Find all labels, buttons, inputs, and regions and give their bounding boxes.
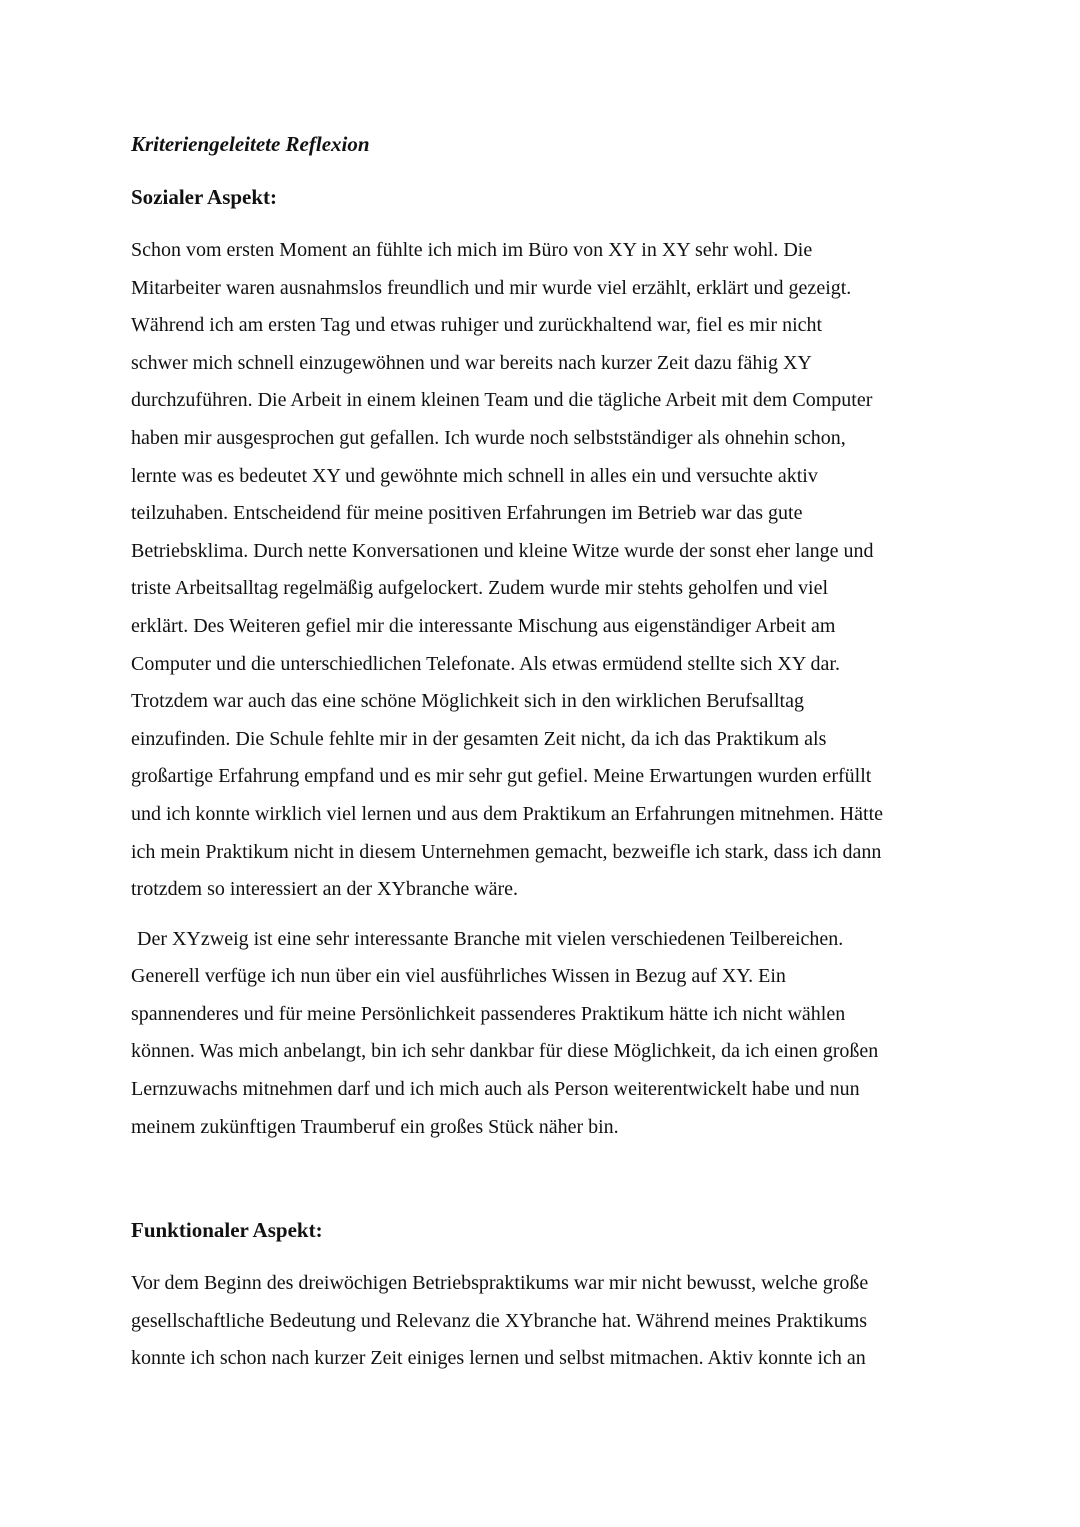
paragraph-line: durchzuführen. Die Arbeit in einem kleinen Team und die tägliche Arbeit mit dem Computer bbox=[131, 389, 873, 412]
paragraph bbox=[131, 232, 961, 909]
paragraph-line: Betriebsklima. Durch nette Konversationen und kleine Witze wurde der sonst eher lange und bbox=[131, 539, 874, 562]
paragraph bbox=[131, 1265, 961, 1378]
paragraph-line: ich mein Praktikum nicht in diesem Unternehmen gemacht, bezweifle ich stark, dass ich dann bbox=[131, 840, 882, 863]
document-body bbox=[131, 128, 961, 1390]
paragraph-line: einzufinden. Die Schule fehlte mir in der gesamten Zeit nicht, da ich das Praktikum als bbox=[131, 727, 827, 750]
paragraph-line: Trotzdem war auch das eine schöne Möglichkeit sich in den wirklichen Berufsalltag bbox=[131, 690, 804, 713]
paragraph-line: können. Was mich anbelangt, bin ich sehr dankbar für diese Möglichkeit, da ich einen großen bbox=[131, 1040, 879, 1063]
document-title: Kriteriengeleitete Reflexion bbox=[131, 132, 370, 156]
paragraph-line: Der XYzweig ist eine sehr interessante Branche mit vielen verschiedenen Teilbereichen. bbox=[137, 927, 844, 950]
paragraph-line: Während ich am ersten Tag und etwas ruhiger und zurückhaltend war, fiel es mir nicht bbox=[131, 314, 823, 337]
paragraph-line: Computer und die unterschiedlichen Telefonate. Als etwas ermüdend stellte sich XY dar. bbox=[131, 652, 840, 675]
paragraph bbox=[131, 921, 961, 1147]
paragraph-line: erklärt. Des Weiteren gefiel mir die interessante Mischung aus eigenständiger Arbeit am bbox=[131, 614, 836, 637]
paragraph-line: trotzdem so interessiert an der XYbranche wäre. bbox=[131, 878, 519, 901]
paragraph-line: Mitarbeiter waren ausnahmslos freundlich und mir wurde viel erzählt, erklärt und gezeigt. bbox=[131, 276, 852, 299]
section-spacer bbox=[131, 1158, 961, 1214]
paragraph-line: konnte ich schon nach kurzer Zeit einiges lernen und selbst mitmachen. Aktiv konnte ich an bbox=[131, 1347, 866, 1370]
paragraph-line: Lernzuwachs mitnehmen darf und ich mich auch als Person weiterentwickelt habe und nun bbox=[131, 1078, 860, 1101]
paragraph-line: schwer mich schnell einzugewöhnen und war bereits nach kurzer Zeit dazu fähig XY bbox=[131, 351, 812, 374]
paragraph-line: Schon vom ersten Moment an fühlte ich mich im Büro von XY in XY sehr wohl. Die bbox=[131, 239, 813, 261]
paragraph-line: triste Arbeitsalltag regelmäßig aufgelockert. Zudem wurde mir stehts geholfen und viel bbox=[131, 577, 829, 600]
paragraph-line: lernte was es bedeutet XY und gewöhnte mich schnell in alles ein und versuchte aktiv bbox=[131, 464, 818, 487]
paragraph-line: spannenderes und für meine Persönlichkeit passenderes Praktikum hätte ich nicht wählen bbox=[131, 1002, 846, 1025]
paragraph-line: Generell verfüge ich nun über ein viel ausführliches Wissen in Bezug auf XY. Ein bbox=[131, 965, 786, 988]
section-heading-social: Sozialer Aspekt: bbox=[131, 185, 278, 209]
paragraph-line: gesellschaftliche Bedeutung und Relevanz die XYbranche hat. Während meines Praktikums bbox=[131, 1309, 868, 1332]
paragraph-line: haben mir ausgesprochen gut gefallen. Ich wurde noch selbstständiger als ohnehin schon, bbox=[131, 426, 846, 449]
paragraph-line: großartige Erfahrung empfand und es mir sehr gut gefiel. Meine Erwartungen wurden erfüllt bbox=[131, 765, 872, 788]
paragraph-line: und ich konnte wirklich viel lernen und aus dem Praktikum an Erfahrungen mitnehmen. Hätte bbox=[131, 802, 884, 825]
paragraph-line: teilzuhaben. Entscheidend für meine positiven Erfahrungen im Betrieb war das gute bbox=[131, 502, 803, 525]
paragraph-line: Vor dem Beginn des dreiwöchigen Betriebspraktikums war mir nicht bewusst, welche große bbox=[131, 1272, 869, 1295]
paragraph-line: meinem zukünftigen Traumberuf ein großes Stück näher bin. bbox=[131, 1115, 619, 1138]
section-heading-functional: Funktionaler Aspekt: bbox=[131, 1218, 323, 1243]
